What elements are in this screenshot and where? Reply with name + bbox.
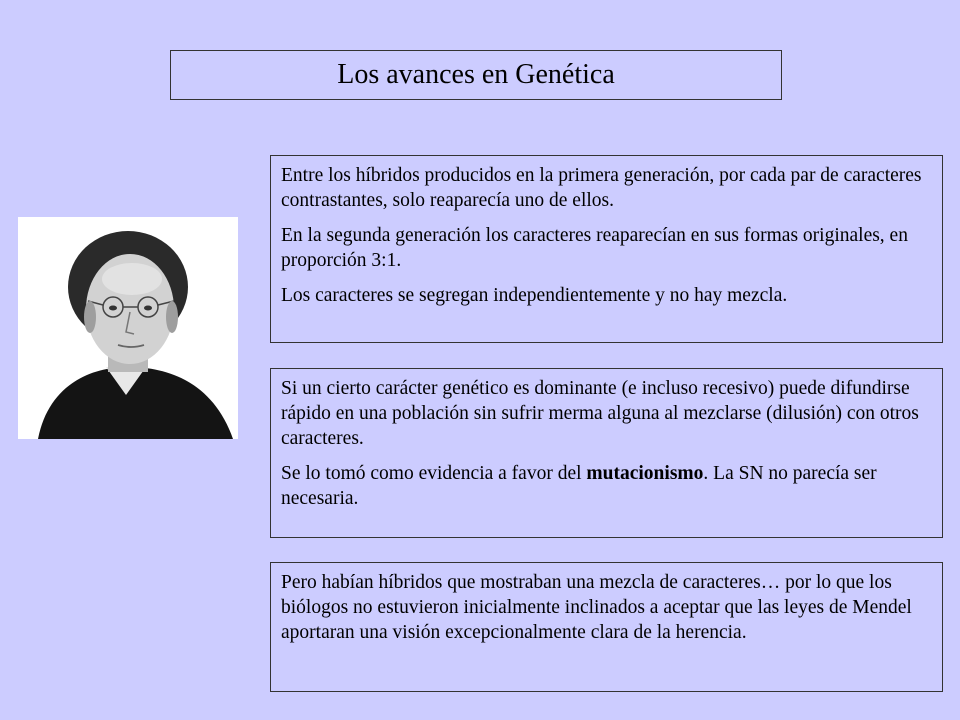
paragraph-segregation: Los caracteres se segregan independientemente y no hay mezcla. (281, 285, 788, 306)
mutationism-text-before: Se lo tomó como evidencia a favor del (281, 463, 587, 484)
paragraph-second-generation: En la segunda generación los caracteres reaparecían en sus formas originales, en proporción 3:1. (281, 225, 908, 271)
text-box-hybrids (270, 562, 943, 692)
mutationism-term: mutacionismo (586, 463, 704, 484)
paragraph-hybrids: Pero habían híbridos que mostraban una mezcla de caracteres… por lo que los biólogos no estuvieron inicialmente inclinados a aceptar que las leyes de Mendel aportaran una visión excepcionalmente clara de la herencia. (281, 572, 912, 643)
page-title: Los avances en Genética (337, 59, 615, 90)
paragraph-dominance: Si un cierto carácter genético es dominante (e incluso recesivo) puede difundirse rápido en una población sin sufrir merma alguna al mezclarse (dilusión) con otros caracteres. (281, 378, 919, 449)
paragraph-first-generation: Entre los híbridos producidos en la primera generación, por cada par de caracteres contrastantes, solo reaparecía uno de ellos. (281, 165, 922, 211)
portrait-image (18, 217, 238, 439)
paragraph-mutationism (281, 461, 932, 511)
text-box-dominance (270, 368, 943, 538)
title-box (170, 50, 782, 100)
mutationism-text-after: . La SN no parecía ser necesaria. (281, 463, 877, 509)
portrait-illustration (18, 217, 238, 439)
text-box-generations (270, 155, 943, 343)
